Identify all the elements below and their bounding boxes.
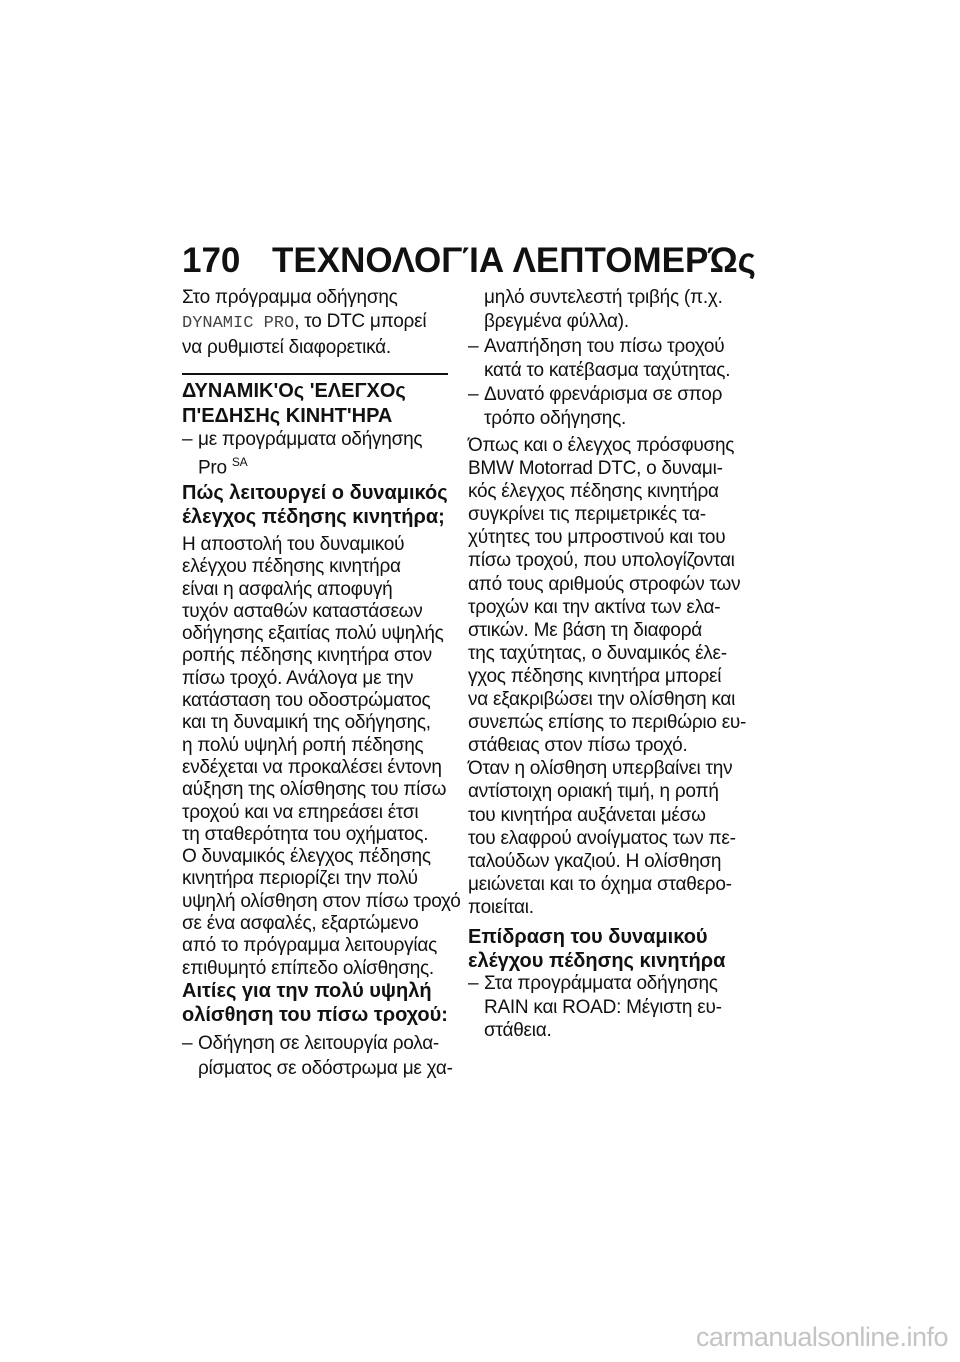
effect-item — [468, 972, 740, 1043]
page-number: 170 — [182, 241, 241, 280]
text-line: της ταχύτητας, ο δυναμικός έλε- — [468, 642, 727, 664]
text-line: χύτητες του μπροστινού και του — [468, 527, 726, 549]
text-line: τροχών και την ακτίνα των ελα- — [468, 596, 721, 618]
cause-item-continued — [468, 286, 756, 335]
text: ρίσματος σε οδόστρωμα με χα- — [198, 1058, 453, 1079]
text-line — [468, 1019, 740, 1043]
text-line: Πώς λειτουργεί ο δυναμικός — [182, 482, 448, 504]
mode-name: DYNAMIC PRO — [182, 314, 295, 333]
text-line: αύξηση της ολίσθησης του πίσω — [182, 779, 447, 801]
text-line — [182, 451, 454, 479]
text-line — [468, 407, 740, 431]
text: στάθεια. — [484, 1020, 552, 1041]
page-title: ΤΕΧΝΟΛΟΓΊΑ ΛΕΠΤΟΜΕΡΏς — [272, 241, 756, 280]
dash: – — [182, 1033, 193, 1054]
text: τρόπο οδήγησης. — [484, 408, 627, 430]
text-line: να εξακριβώσει την ολίσθηση και — [468, 689, 736, 711]
text-line: ενδέχεται να προκαλέσει έντονη — [182, 756, 442, 778]
text-line: ΔΥΝΑΜΙΚ'Ος 'ΕΛΕΓΧΟς — [182, 380, 406, 402]
text-line — [468, 359, 740, 383]
text-line — [468, 996, 740, 1020]
text-line: επιθυμητό επίπεδο ολίσθησης. — [182, 957, 434, 979]
text: Αναπήδηση του πίσω τροχού — [484, 335, 725, 357]
text-line: κατάσταση του οδοστρώματος — [182, 690, 431, 712]
text-line: Ο δυναμικός έλεγχος πέδησης — [182, 846, 431, 868]
text-line — [468, 335, 740, 359]
text-line: του κινητήρα αυξάνεται μέσω — [468, 804, 706, 826]
text-line: ποιείται. — [468, 896, 534, 918]
text-line: στάθειας στον πίσω τροχό. — [468, 735, 688, 757]
cause-item — [468, 383, 740, 432]
text-line: τη σταθερότητα του οχήματος. — [182, 823, 429, 845]
text: Pro — [198, 457, 227, 479]
text-line: είναι η ασφαλής αποφυγή — [182, 578, 393, 600]
text-line: γχος πέδησης κινητήρα μπορεί — [468, 665, 722, 687]
text: Οδήγηση σε λειτουργία ρολα- — [198, 1033, 440, 1054]
dash: – — [182, 429, 193, 450]
text-line: έλεγχος πέδησης κινητήρα; — [182, 506, 445, 528]
text-line — [468, 972, 740, 996]
text-line — [182, 428, 454, 451]
text-line — [182, 1031, 454, 1056]
cause-item — [468, 335, 740, 384]
text-line: πίσω τροχού, που υπολογίζονται — [468, 550, 735, 572]
text-line: κινητήρα περιορίζει την πολύ — [182, 868, 418, 890]
causes-heading — [182, 979, 454, 1027]
text-line — [182, 310, 454, 336]
text-line: τυχόν ασταθών καταστάσεων — [182, 600, 423, 622]
text-line: υψηλή ολίσθηση στον πίσω τροχό — [182, 890, 461, 912]
text-line: συνεπώς επίσης το περιθώριο ευ- — [468, 712, 747, 734]
cause-item — [182, 1031, 454, 1081]
text-line: Όπως και ο έλεγχος πρόσφυσης — [468, 435, 735, 456]
text-line: Στο πρόγραμμα οδήγησης — [182, 287, 398, 308]
text-line: να ρυθμιστεί διαφορετικά. — [182, 337, 391, 358]
sa-superscript: SA — [231, 455, 248, 469]
text-line: Επίδραση του δυναμικού — [468, 926, 708, 948]
text-line: και τη δυναμική της οδήγησης, — [182, 712, 431, 734]
watermark: carmanualsonline.info — [695, 1322, 948, 1352]
intro-paragraph — [182, 286, 454, 360]
text-line: Η αποστολή του δυναμικού — [182, 534, 405, 555]
text-line: η πολύ υψηλή ροπή πέδησης — [182, 734, 424, 756]
text-line: ολίσθηση του πίσω τροχού: — [182, 1004, 448, 1026]
dash: – — [468, 973, 479, 994]
text-line: ελέγχου πέδησης κινητήρα — [468, 950, 726, 972]
explanation-body — [468, 434, 747, 919]
dash: – — [468, 335, 479, 357]
text-line: από τους αριθμούς στροφών των — [468, 573, 741, 595]
text-line: ελέγχου πέδησης κινητήρα — [182, 556, 401, 578]
section-divider — [182, 373, 448, 375]
option-item — [182, 428, 454, 479]
text-line: συγκρίνει τις περιμετρικές τα- — [468, 504, 706, 526]
text-line: ταλούδων γκαζιού. Η ολίσθηση — [468, 850, 722, 872]
text-line: Αιτίες για την πολύ υψηλή — [182, 980, 432, 1002]
text-line: ροπής πέδησης κινητήρα στον — [182, 645, 432, 667]
text: κατά το κατέβασμα ταχύτητας. — [484, 359, 731, 381]
text: με προγράμματα οδήγησης — [198, 429, 423, 450]
text-line — [468, 383, 740, 407]
text-line: σε ένα ασφαλές, εξαρτώμενο — [182, 913, 419, 935]
text-line: αντίστοιχη οριακή τιμή, η ροπή — [468, 781, 719, 803]
text-line: κός έλεγχος πέδησης κινητήρα — [468, 481, 719, 503]
how-heading — [182, 481, 454, 529]
text-line: τροχού και να επηρεάσει έτσι — [182, 801, 419, 823]
text-line: του ελαφρού ανοίγματος των πε- — [468, 827, 736, 849]
how-body — [182, 534, 461, 980]
text-line: BMW Motorrad DTC, ο δυναμι- — [468, 458, 723, 480]
text-line: πίσω τροχό. Ανάλογα με την — [182, 667, 414, 689]
effect-heading — [468, 925, 740, 973]
text: Δυνατό φρενάρισμα σε σπορ — [484, 384, 723, 406]
text-line: στικών. Με βάση τη διαφορά — [468, 619, 702, 641]
text-line: μηλό συντελεστή τριβής (π.χ. — [484, 287, 723, 308]
text-line: βρεγμένα φύλλα). — [484, 311, 629, 333]
text: Στα προγράμματα οδήγησης — [484, 973, 718, 994]
text-line: Όταν η ολίσθηση υπερβαίνει την — [468, 758, 733, 780]
text: RAIN και ROAD: Μέγιστη ευ- — [484, 996, 722, 1018]
text-line — [182, 1056, 454, 1081]
text: , το DTC μπορεί — [294, 311, 427, 332]
text-line: Π'ΕΔΗΣΗς ΚΙΝΗΤ'ΗΡΑ — [182, 405, 393, 427]
text-line: οδήγησης εξαιτίας πολύ υψηλής — [182, 623, 444, 645]
text-line: μειώνεται και το όχημα σταθερο- — [468, 873, 732, 895]
section-heading — [182, 379, 454, 429]
dash: – — [468, 384, 479, 406]
text-line: από το πρόγραμμα λειτουργίας — [182, 935, 438, 957]
